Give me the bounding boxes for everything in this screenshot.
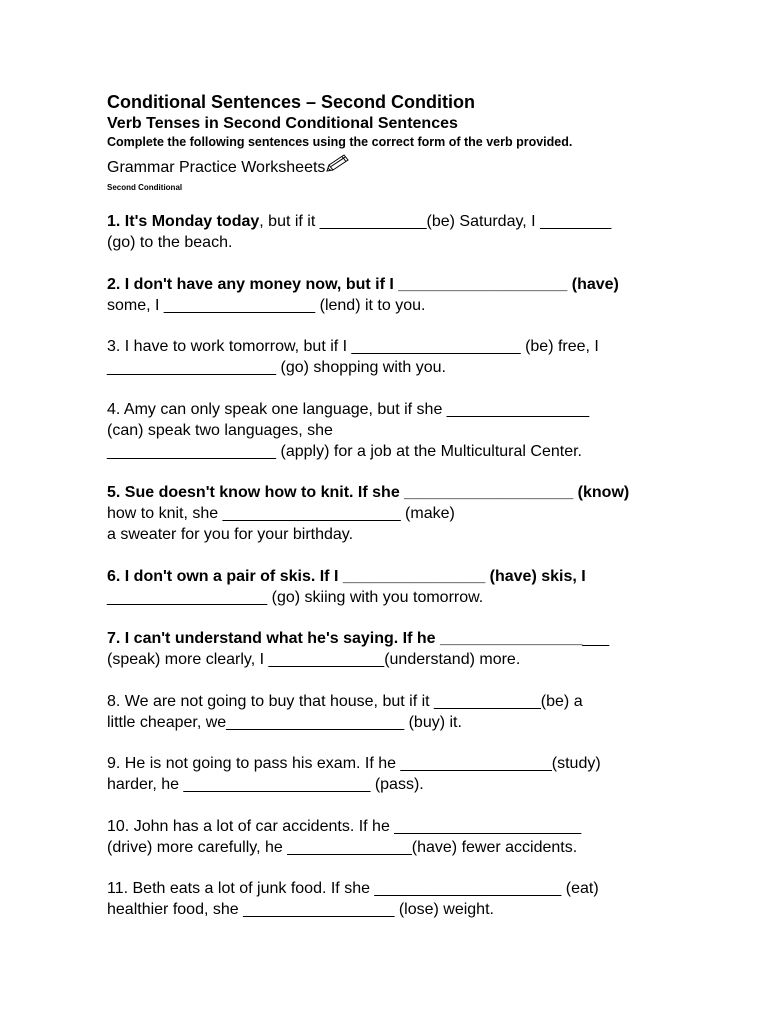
exercise-item: [107, 753, 667, 795]
series-name: Grammar Practice Worksheets: [107, 159, 326, 176]
exercise-text: (speak) more clearly, I _____________(understand) more.: [107, 651, 521, 668]
exercise-line: [107, 482, 667, 503]
worksheet-page: [107, 90, 667, 941]
exercise-text: , but if it ____________(be) Saturday, I ________: [259, 213, 612, 230]
exercise-item: [107, 399, 667, 462]
exercise-text: 8. We are not going to buy that house, but if it ____________(be) a: [107, 692, 583, 710]
exercise-bold-text: 5. Sue doesn't know how to knit. If she ___________________ (know): [107, 484, 630, 501]
exercise-text: little cheaper, we____________________ (buy) it.: [107, 713, 462, 731]
exercise-text: ___________________ (go) shopping with you.: [107, 359, 446, 376]
exercise-line: [107, 837, 667, 858]
exercise-item: [107, 482, 667, 545]
exercise-text: harder, he _____________________ (pass).: [107, 776, 424, 793]
section-label: Second Conditional: [107, 183, 183, 192]
exercise-line: [107, 503, 667, 524]
exercise-text: (can) speak two languages, she: [107, 421, 333, 439]
exercise-item: [107, 566, 667, 608]
exercise-text: healthier food, she _________________ (lose) weight.: [107, 901, 494, 918]
exercise-bold-text: 7. I can't understand what he's saying. If he ________________: [107, 630, 583, 647]
exercise-line: [107, 774, 667, 795]
exercise-line: [107, 420, 667, 441]
exercise-item: [107, 211, 667, 253]
exercise-line: [107, 816, 667, 837]
exercise-item: [107, 274, 667, 316]
exercise-line: [107, 295, 667, 316]
exercise-line: [107, 899, 667, 920]
exercise-text: ___: [582, 630, 610, 647]
exercise-line: [107, 399, 667, 420]
exercise-text: ___________________ (apply) for a job at the Multicultural Center.: [107, 442, 582, 460]
exercise-line: [107, 357, 667, 378]
exercise-list: [107, 211, 667, 920]
exercise-text: 10. John has a lot of car accidents. If he _____________________: [107, 817, 582, 835]
exercise-line: [107, 336, 667, 357]
exercise-item: [107, 691, 667, 733]
exercise-line: [107, 628, 667, 649]
exercise-text: __________________ (go) skiing with you tomorrow.: [107, 588, 484, 606]
exercise-line: [107, 274, 667, 295]
exercise-line: [107, 649, 667, 670]
pencil-icon: [326, 152, 352, 172]
exercise-item: [107, 878, 667, 920]
exercise-item: [107, 628, 667, 670]
exercise-text: 4. Amy can only speak one language, but if she ________________: [107, 400, 590, 418]
exercise-line: [107, 691, 667, 712]
exercise-line: [107, 232, 667, 253]
exercise-line: [107, 441, 667, 462]
exercise-line: [107, 587, 667, 608]
exercise-text: how to knit, she ____________________ (make): [107, 505, 455, 522]
exercise-text: 3. I have to work tomorrow, but if I ___________________ (be) free, I: [107, 338, 599, 355]
exercise-line: [107, 878, 667, 899]
exercise-bold-text: 6. I don't own a pair of skis. If I ________________ (have) skis, I: [107, 567, 586, 585]
exercise-text: (drive) more carefully, he ______________(have) fewer accidents.: [107, 838, 578, 856]
series-heading: [107, 158, 667, 178]
exercise-line: [107, 566, 667, 587]
exercise-text: 9. He is not going to pass his exam. If he _________________(study): [107, 755, 601, 772]
exercise-text: 11. Beth eats a lot of junk food. If she _____________________ (eat): [107, 880, 599, 897]
exercise-item: [107, 336, 667, 378]
exercise-bold-text: 2. I don't have any money now, but if I ___________________ (have): [107, 275, 619, 293]
exercise-line: [107, 753, 667, 774]
exercise-text: a sweater for you for your birthday.: [107, 526, 354, 543]
exercise-line: [107, 524, 667, 545]
worksheet-instructions: Complete the following sentences using the correct form of the verb provided.: [107, 135, 573, 149]
exercise-text: (go) to the beach.: [107, 234, 233, 251]
worksheet-title: Conditional Sentences – Second Condition: [107, 92, 476, 112]
exercise-bold-text: 1. It's Monday today: [107, 213, 260, 230]
exercise-line: [107, 211, 667, 232]
exercise-line: [107, 712, 667, 733]
exercise-item: [107, 816, 667, 858]
exercise-text: some, I _________________ (lend) it to you.: [107, 296, 426, 314]
worksheet-subtitle: Verb Tenses in Second Conditional Sentences: [107, 115, 458, 132]
